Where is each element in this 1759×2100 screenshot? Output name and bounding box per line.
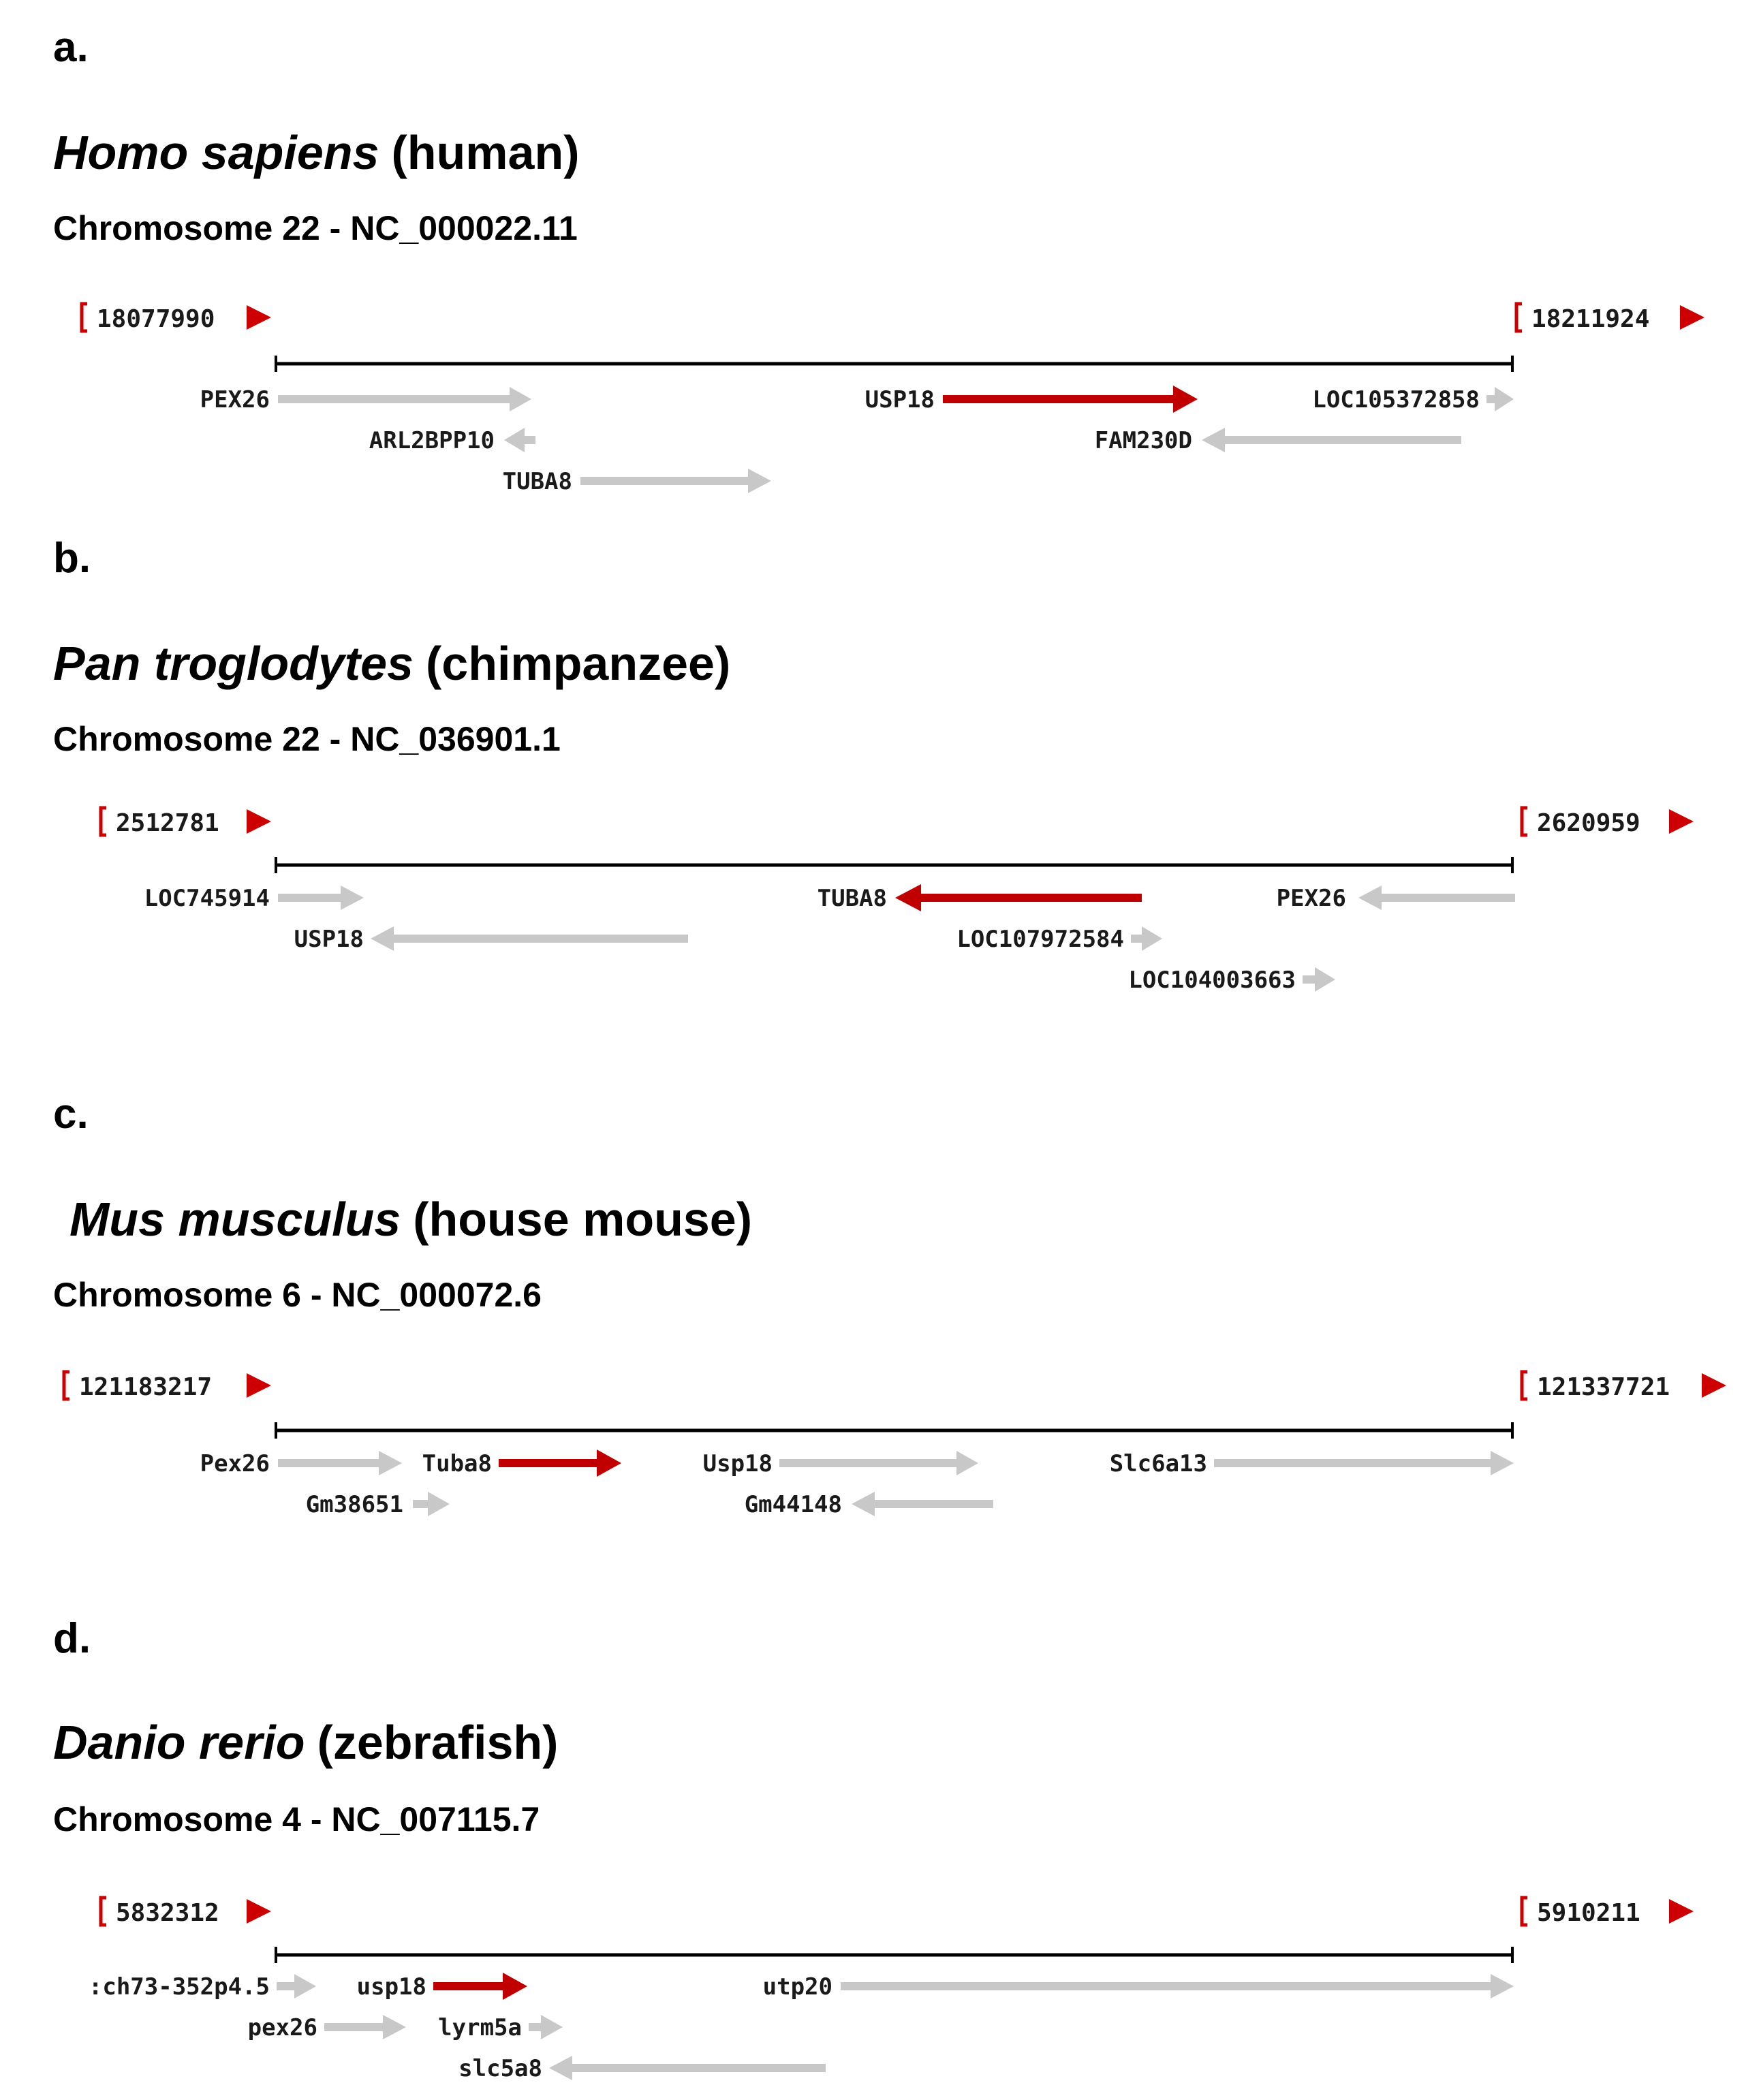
gene-label: Tuba8 (422, 1450, 492, 1477)
gene-arrowhead (1142, 926, 1162, 951)
species-common-name: (human) (391, 126, 580, 179)
gene-tuba8 (422, 1449, 621, 1477)
gene-label: :ch73-352p4.5 (88, 1973, 270, 2001)
gene-label: PEX26 (200, 386, 270, 413)
gene-track (144, 884, 1515, 994)
bracket-icon (1522, 808, 1527, 835)
gene-label: LOC104003663 (1128, 967, 1296, 994)
gene-arrowhead (504, 428, 525, 452)
gene-fam230d (1095, 427, 1461, 454)
gene-tuba8 (503, 468, 771, 495)
range-start-coordinate: 121183217 (79, 1373, 213, 1401)
gene-track (200, 1449, 1514, 1518)
gene-ch73-352p4-5 (89, 1973, 316, 2001)
gene-label: TUBA8 (817, 885, 887, 912)
gene-label: Gm38651 (305, 1491, 403, 1518)
range-end-coordinate: 18211924 (1531, 305, 1650, 333)
species-scientific-name: Mus musculus (69, 1193, 401, 1246)
panel-letter: d. (53, 1615, 91, 1662)
species-common-name: (house mouse) (413, 1193, 753, 1246)
gene-arl2bpp10 (369, 427, 535, 454)
gene-utp20 (763, 1973, 1514, 2001)
gene-label: utp20 (762, 1973, 832, 2001)
range-end-coordinate: 2620959 (1537, 809, 1640, 837)
gene-label: LOC105372858 (1312, 386, 1480, 413)
play-arrow-icon (247, 305, 271, 330)
gene-arrowhead (383, 2015, 406, 2039)
species-scientific-name: Pan troglodytes (53, 637, 414, 690)
gene-label: lyrm5a (438, 2014, 522, 2041)
gene-arrowhead (1491, 1974, 1514, 1999)
gene-pex26 (248, 2014, 406, 2041)
gene-label: Pex26 (200, 1450, 270, 1477)
play-arrow-icon (247, 1373, 271, 1398)
panel-a (53, 24, 1704, 495)
gene-loc105372858 (1312, 386, 1514, 413)
gene-arrowhead (1173, 386, 1198, 413)
gene-arrowhead (541, 2015, 563, 2039)
gene-usp18 (294, 926, 688, 953)
gene-arrowhead (371, 926, 394, 951)
range-start-marker (101, 808, 271, 837)
gene-label: Usp18 (702, 1450, 773, 1477)
gene-label: Slc6a13 (1109, 1450, 1207, 1477)
gene-arrowhead (895, 884, 921, 911)
gene-lyrm5a (438, 2014, 563, 2041)
gene-arrowhead (1358, 886, 1382, 910)
bracket-icon (82, 304, 87, 331)
range-start-coordinate: 2512781 (116, 809, 219, 837)
range-start-marker (101, 1898, 271, 1927)
gene-label: pex26 (247, 2014, 317, 2041)
species-scientific-name: Danio rerio (53, 1716, 305, 1769)
panel-b (53, 535, 1694, 994)
gene-slc6a13 (1110, 1450, 1514, 1477)
gene-label: FAM230D (1094, 427, 1192, 454)
gene-usp18 (703, 1450, 978, 1477)
range-end-marker (1516, 304, 1704, 333)
chromosome-axis (276, 1422, 1512, 1439)
gene-arrowhead (428, 1492, 450, 1516)
range-start-coordinate: 18077990 (97, 305, 215, 333)
chromosome-axis (276, 356, 1512, 372)
gene-arrowhead (549, 2056, 572, 2080)
chromosome-label: Chromosome 22 - NC_036901.1 (53, 720, 561, 758)
gene-label: slc5a8 (458, 2055, 542, 2082)
range-end-marker (1522, 808, 1694, 837)
gene-label: ARL2BPP10 (369, 427, 495, 454)
panel-c (53, 1091, 1726, 1518)
gene-gm38651 (306, 1491, 450, 1518)
gene-label: LOC745914 (144, 885, 270, 912)
play-arrow-icon (1669, 809, 1694, 834)
gene-label: LOC107972584 (956, 926, 1124, 953)
chromosome-axis (276, 1947, 1512, 1963)
bracket-icon (1516, 304, 1522, 331)
gene-pex26 (1277, 885, 1515, 912)
play-arrow-icon (247, 809, 271, 834)
gene-arrowhead (503, 1973, 527, 2000)
gene-usp18 (357, 1973, 527, 2001)
species-title (53, 1716, 558, 1769)
panel-letter: b. (53, 535, 91, 582)
gene-track (89, 1973, 1514, 2082)
species-title (53, 126, 580, 179)
gene-pex26 (200, 386, 531, 413)
gene-arrowhead (379, 1451, 402, 1475)
gene-arrowhead (1315, 967, 1335, 992)
gene-arrowhead (748, 469, 771, 493)
gene-usp18 (865, 386, 1198, 413)
bracket-icon (64, 1372, 69, 1399)
gene-pex26 (200, 1450, 402, 1477)
gene-label: Gm44148 (744, 1491, 842, 1518)
gene-label: USP18 (294, 926, 364, 953)
panel-d (53, 1615, 1694, 2082)
chromosome-label: Chromosome 4 - NC_007115.7 (53, 1800, 540, 1838)
play-arrow-icon (1702, 1373, 1726, 1398)
panel-letter: c. (53, 1091, 89, 1138)
gene-arrowhead (341, 886, 364, 910)
species-common-name: (zebrafish) (317, 1716, 559, 1769)
species-scientific-name: Homo sapiens (53, 126, 379, 179)
gene-label: TUBA8 (502, 468, 572, 495)
range-end-marker (1522, 1372, 1726, 1401)
play-arrow-icon (1680, 305, 1704, 330)
chromosome-label: Chromosome 6 - NC_000072.6 (53, 1276, 542, 1314)
bracket-icon (1522, 1372, 1527, 1399)
gene-arrowhead (294, 1974, 316, 1999)
gene-arrowhead (1495, 387, 1514, 411)
range-start-marker (82, 304, 271, 333)
gene-label: usp18 (356, 1973, 426, 2001)
range-end-coordinate: 121337721 (1537, 1373, 1670, 1401)
gene-arrowhead (956, 1451, 978, 1475)
bracket-icon (101, 1898, 106, 1925)
play-arrow-icon (247, 1899, 271, 1924)
species-common-name: (chimpanzee) (425, 637, 731, 690)
range-end-marker (1522, 1898, 1694, 1927)
gene-label: USP18 (865, 386, 935, 413)
gene-arrowhead (1202, 428, 1225, 452)
gene-tuba8 (818, 884, 1142, 912)
play-arrow-icon (1669, 1899, 1694, 1924)
chromosome-axis (276, 857, 1512, 873)
panel-letter: a. (53, 24, 89, 71)
bracket-icon (1522, 1898, 1527, 1925)
range-end-coordinate: 5910211 (1537, 1899, 1640, 1927)
species-title (53, 637, 730, 690)
gene-track (200, 386, 1514, 495)
gene-arrowhead (852, 1492, 875, 1516)
gene-gm44148 (745, 1491, 993, 1518)
bracket-icon (101, 808, 106, 835)
gene-loc107972584 (956, 926, 1162, 953)
gene-arrowhead (597, 1449, 621, 1477)
gene-loc745914 (144, 885, 364, 912)
gene-arrowhead (1491, 1451, 1514, 1475)
gene-slc5a8 (458, 2055, 826, 2082)
chromosome-label: Chromosome 22 - NC_000022.11 (53, 209, 578, 247)
gene-arrowhead (510, 387, 531, 411)
gene-label: PEX26 (1276, 885, 1346, 912)
species-title (69, 1193, 752, 1246)
range-start-coordinate: 5832312 (116, 1899, 219, 1927)
gene-loc104003663 (1128, 967, 1335, 994)
range-start-marker (64, 1372, 271, 1401)
